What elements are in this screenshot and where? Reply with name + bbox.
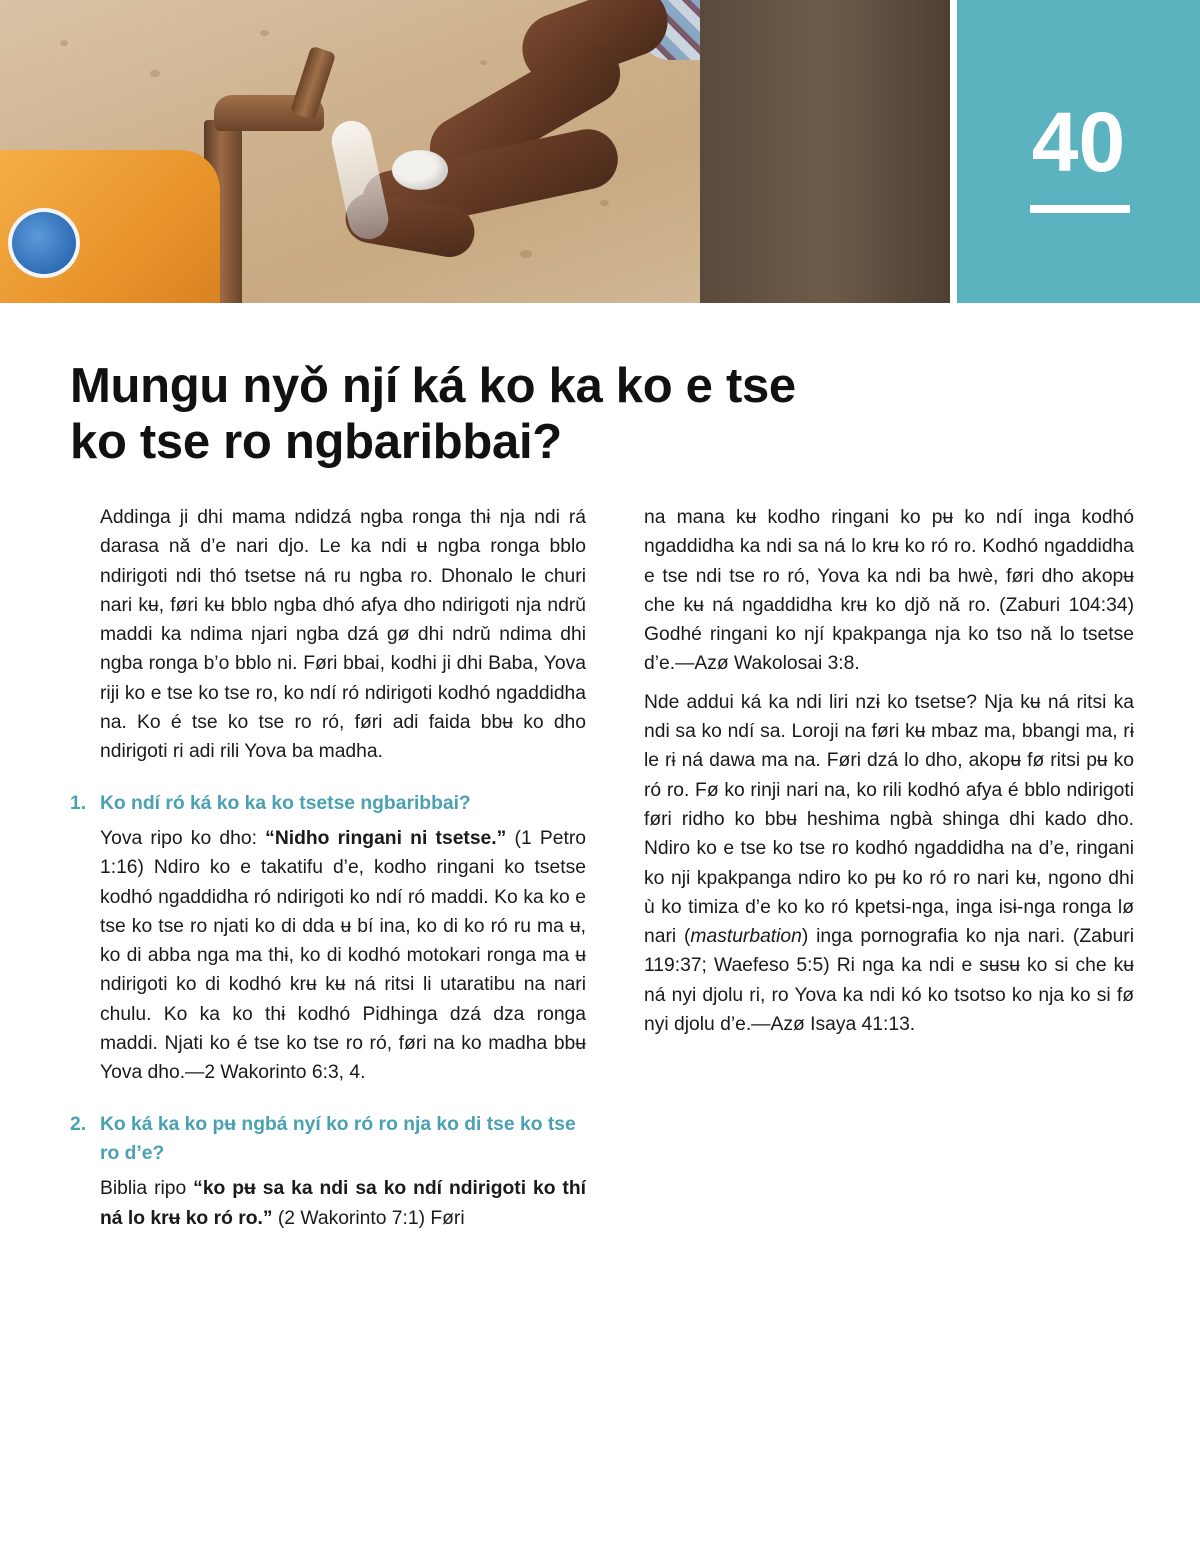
tap-handle bbox=[290, 46, 336, 121]
intro-paragraph: Addinga ji dhi mama ndidzá ngba ronga thɨ nja ndi rá darasa nǎ d’e nari djo. Le ka ndi ʉ ngba ronga bblo ndirigoti ndi thó tsetse ná ru ngba ro. Dhonalo le churi nari kʉ, føri kʉ bblo ngba dhó afya dho ndirigoti nja ndrǔ maddi ka ndima njari ngba dzá gø dhi ndrǔ ndima dhi ngba ronga b’o bblo ni. Føri bbai, kodhi ji dhi Baba, Yova riji ko e tse ko tse ro, ko ndí ró ndirigoti kodhó ngaddidha na. Ko é tse ko tse ro ró, føri adi faida bbʉ ko dho ndirigoti ri adi rili Yova ba madha. bbox=[100, 507, 586, 763]
answer-2-paragraph-continued: na mana kʉ kodho ringani ko pʉ ko ndí inga kodhó ngaddidha ka ndi sa ná lo krʉ ko ró ro. Kodhó ngaddidha e tse ndi tse ro ró, Yova ka ndi ba hwè, føri dho akopʉ che kʉ ná ngaddidha krʉ ko djǒ nǎ ro. (Zaburi 104:34) Godhé ringani ko njí kpakpanga nja ko tso nǎ lo tsetse d’e.—Azø Wakolosai 3:8. bbox=[644, 507, 1134, 675]
question-1 bbox=[70, 789, 586, 818]
answer-1-paragraph bbox=[70, 824, 586, 1088]
question-1-number: 1. bbox=[70, 792, 87, 814]
answer-2-rest-part: (2 Wakorinto 7:1) Føri bbox=[272, 1207, 465, 1229]
lesson-number: 40 bbox=[1031, 95, 1126, 189]
question-1-text: Ko ndí ró ká ko ka ko tsetse ngbaribbai? bbox=[100, 792, 471, 814]
page-title: Mungu nyǒ njí ká ko ka ko e tse ko tse ro ngbaribbai? bbox=[70, 359, 796, 469]
header-photo bbox=[0, 0, 950, 303]
trousers bbox=[700, 0, 950, 303]
lesson-number-underline bbox=[1030, 205, 1130, 213]
answer-2-quote: “ko pʉ sa ka ndi sa ko ndí ndirigoti ko thí ná lo krʉ ko ró ro.” bbox=[100, 1178, 586, 1229]
column-right bbox=[644, 503, 1134, 1048]
answer-2-paragraph-2 bbox=[644, 688, 1134, 1040]
question-2 bbox=[70, 1110, 586, 1169]
answer-2-p2-after: ) inga pornografia ko nja nari. (Zaburi 119:37; Waefeso 5:5) Ri nga ka ndi e sʉsʉ ko si che kʉ ná nyi djolu ri, ro Yova ka ndi kó ko tsotso ko nja ko si fø nyi djolu d’e.—Azø Isaya 41:13. bbox=[644, 926, 1134, 1036]
question-2-text: Ko ká ka ko pʉ ngbá nyí ko ró ro nja ko di tse ko tse ro d’e? bbox=[100, 1113, 576, 1164]
answer-2-p2-italic: masturbation bbox=[690, 926, 802, 948]
answer-1-rest: (1 Petro 1:16) Ndiro ko e takatifu d’e, kodho ringani ko tsetse kodhó ngaddidha ró ndirigoti ko ndí ró maddi. Ko ka ko e tse ko tse ro njati ko di dda ʉ bí ina, ko di ko ró ru ma ʉ, ko di abba nga ma thɨ, ko di kodhó motokari ronga ma ʉ ndirigoti ko di kodhó krʉ kʉ ná ritsi li utaratibu na nari chulu. Ko ka ko thɨ kodhó Pidhinga dzá dza ronga maddi. Njati ko é tse ko tse ro ró, føri na ko madha bbʉ Yova dho.—2 Wakorinto 6:3, 4. bbox=[100, 827, 586, 1084]
answer-2-p2-before: Nde addui ká ka ndi liri nzɨ ko tsetse? Nja kʉ ná ritsi ka ndi sa ko ndí sa. Loroji na føri kʉ mbaz ma, bbangi ma, rɨ le rɨ ná dawa ma na. Føri dzá lo dho, akopʉ fø ritsi pʉ ko ró ro. Fø ko rinji nari na, ko rili kodhó afya é bblo ndirigoti føri ridho ko bbʉ heshima ngbà shinga dhi kado dho. Ndiro ko e tse ko tse ro kodhó ngaddidha na d’e, ringani ko nji kpakpanga ndiro ko pʉ ko ró ro nari kʉ, ngono dhi ù ko timiza d’e ko ko ró kpetsi-nga, inga isɨ-nga ronga lø nari ( bbox=[644, 691, 1134, 948]
answer-1-lead: Yova ripo ko dho: bbox=[100, 827, 266, 849]
question-2-number: 2. bbox=[70, 1113, 87, 1135]
answer-2-paragraph-start bbox=[70, 1174, 586, 1232]
jerrycan-cap bbox=[8, 208, 80, 278]
answer-2-lead: Biblia ripo bbox=[100, 1178, 194, 1200]
lesson-number-block bbox=[957, 0, 1200, 303]
answer-1-quote: “Nidho ringani ni tsetse.” bbox=[265, 827, 507, 849]
column-left bbox=[70, 503, 586, 1232]
soap-bar bbox=[392, 150, 448, 190]
